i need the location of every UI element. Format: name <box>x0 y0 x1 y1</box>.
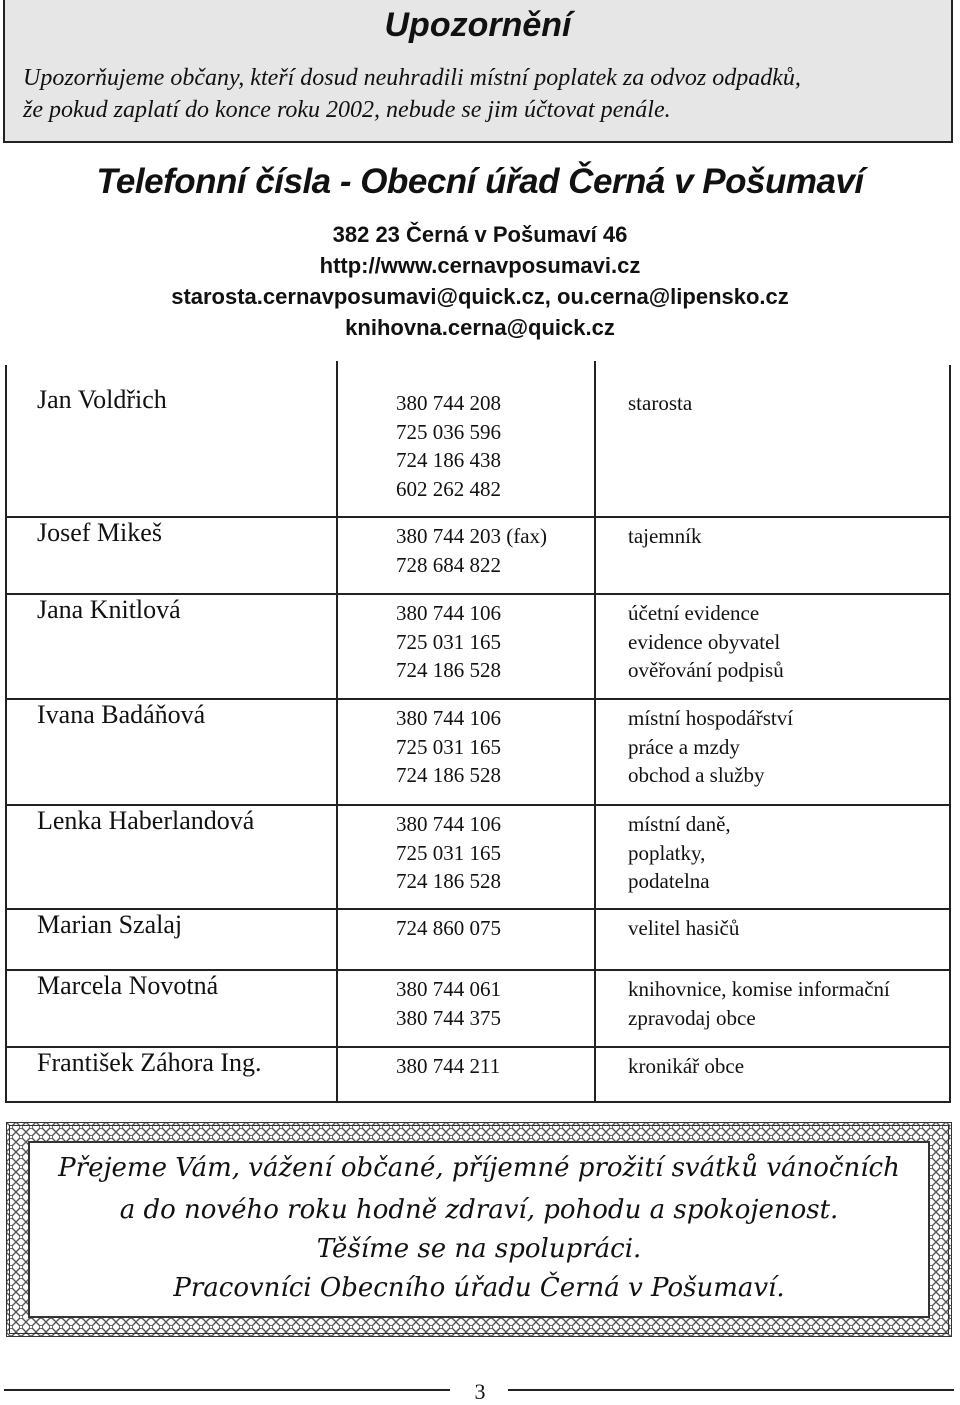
contact-entry <box>5 518 951 595</box>
phone-number: 724 860 075 <box>396 916 501 940</box>
phone-number: 380 744 375 <box>396 1005 501 1030</box>
phone-number: 725 036 596 <box>396 419 501 444</box>
phone-number: 380 744 106 <box>396 601 501 625</box>
role-label: místní daně, <box>628 812 731 836</box>
role-label: kronikář obce <box>628 1054 745 1078</box>
phone-number: 724 186 528 <box>396 658 501 682</box>
role-label: práce a mzdy <box>628 734 740 759</box>
role-label: ověřování podpisů <box>628 658 784 682</box>
role-label: evidence obyvatel <box>628 629 781 654</box>
contact-phones <box>396 1052 500 1081</box>
role-label: starosta <box>628 391 693 415</box>
phone-number: 380 744 211 <box>396 1054 501 1078</box>
contact-roles <box>628 975 890 1032</box>
contact-roles <box>628 704 793 790</box>
contact-entry <box>5 806 951 910</box>
contact-entry <box>5 385 951 518</box>
role-label: poplatky, <box>628 840 706 865</box>
contact-phones <box>396 914 501 943</box>
notice-title: Upozornění <box>384 6 572 44</box>
contact-phones <box>396 599 501 685</box>
contact-name: František Záhora Ing. <box>37 1048 262 1077</box>
phone-number: 380 744 106 <box>396 812 501 836</box>
contact-name: Marian Szalaj <box>37 910 183 939</box>
office-emails: starosta.cernavposumavi@quick.cz, ou.cerna@lipensko.cz <box>171 284 789 309</box>
contact-name: Jana Knitlová <box>37 595 181 624</box>
notice-box <box>3 0 953 143</box>
role-label: podatelna <box>628 869 710 893</box>
phone-number: 380 744 106 <box>396 706 501 730</box>
contact-name: Marcela Novotná <box>37 971 219 1000</box>
notice-line-1: Upozorňujeme občany, kteří dosud neuhradili místní poplatek za odvoz odpadků, <box>23 65 801 91</box>
contact-phones <box>396 810 501 896</box>
phone-number: 725 031 165 <box>396 840 501 865</box>
greeting-line-2: a do nového roku hodně zdraví, pohodu a spokojenost. <box>119 1195 839 1225</box>
role-label: účetní evidence <box>628 601 760 625</box>
contact-phones <box>396 389 501 503</box>
phone-number: 724 186 528 <box>396 763 501 787</box>
contact-entry <box>5 910 951 971</box>
contact-roles <box>628 1052 744 1081</box>
role-label: velitel hasičů <box>628 916 740 940</box>
role-label: obchod a služby <box>628 763 765 787</box>
phone-number: 602 262 482 <box>396 476 501 501</box>
contact-name: Josef Mikeš <box>37 518 162 547</box>
phone-number: 724 186 438 <box>396 448 501 472</box>
role-label: zpravodaj obce <box>628 1005 756 1030</box>
office-website: http://www.cernavposumavi.cz <box>319 253 641 278</box>
contact-name: Lenka Haberlandová <box>37 806 255 835</box>
contact-roles <box>628 914 739 943</box>
greeting-line-1: Přejeme Vám, vážení občané, příjemné prožití svátků vánočních <box>58 1153 900 1183</box>
role-label: knihovnice, komise informační <box>628 977 890 1001</box>
contact-phones <box>396 522 547 579</box>
page-number: 3 <box>474 1379 486 1404</box>
notice-line-2: že pokud zaplatí do konce roku 2002, nebude se jim účtovat penále. <box>23 97 671 123</box>
contact-entry <box>5 971 951 1048</box>
contact-name: Ivana Badáňová <box>37 700 206 729</box>
role-label: místní hospodářství <box>628 706 794 730</box>
library-email: knihovna.cerna@quick.cz <box>345 315 615 340</box>
greeting-line-4: Pracovníci Obecního úřadu Černá v Pošumaví. <box>173 1273 785 1303</box>
greeting-line-3: Těšíme se na spolupráci. <box>316 1234 642 1264</box>
footer-rule-right <box>508 1389 954 1391</box>
contact-entry <box>5 700 951 806</box>
contact-roles <box>628 599 784 685</box>
greeting-frame <box>28 1141 930 1318</box>
contact-entry <box>5 595 951 700</box>
footer-rule-left <box>4 1389 450 1391</box>
contact-roles <box>628 389 692 418</box>
contact-name: Jan Voldřich <box>37 385 167 414</box>
office-address: 382 23 Černá v Pošumaví 46 <box>332 222 628 247</box>
role-label: tajemník <box>628 524 702 548</box>
phone-number: 380 744 061 <box>396 977 501 1001</box>
contact-phones <box>396 704 501 790</box>
phone-number: 724 186 528 <box>396 869 501 893</box>
phone-number: 380 744 203 (fax) <box>396 524 548 548</box>
phone-number: 725 031 165 <box>396 629 501 654</box>
contact-phones <box>396 975 501 1032</box>
contact-entry <box>5 1048 951 1103</box>
phone-number: 728 684 822 <box>396 552 501 577</box>
phone-number: 725 031 165 <box>396 734 501 759</box>
phone-number: 380 744 208 <box>396 391 501 415</box>
contact-roles <box>628 810 731 896</box>
page-title: Telefonní čísla - Obecní úřad Černá v Pošumaví <box>96 162 864 201</box>
contact-roles <box>628 522 701 551</box>
